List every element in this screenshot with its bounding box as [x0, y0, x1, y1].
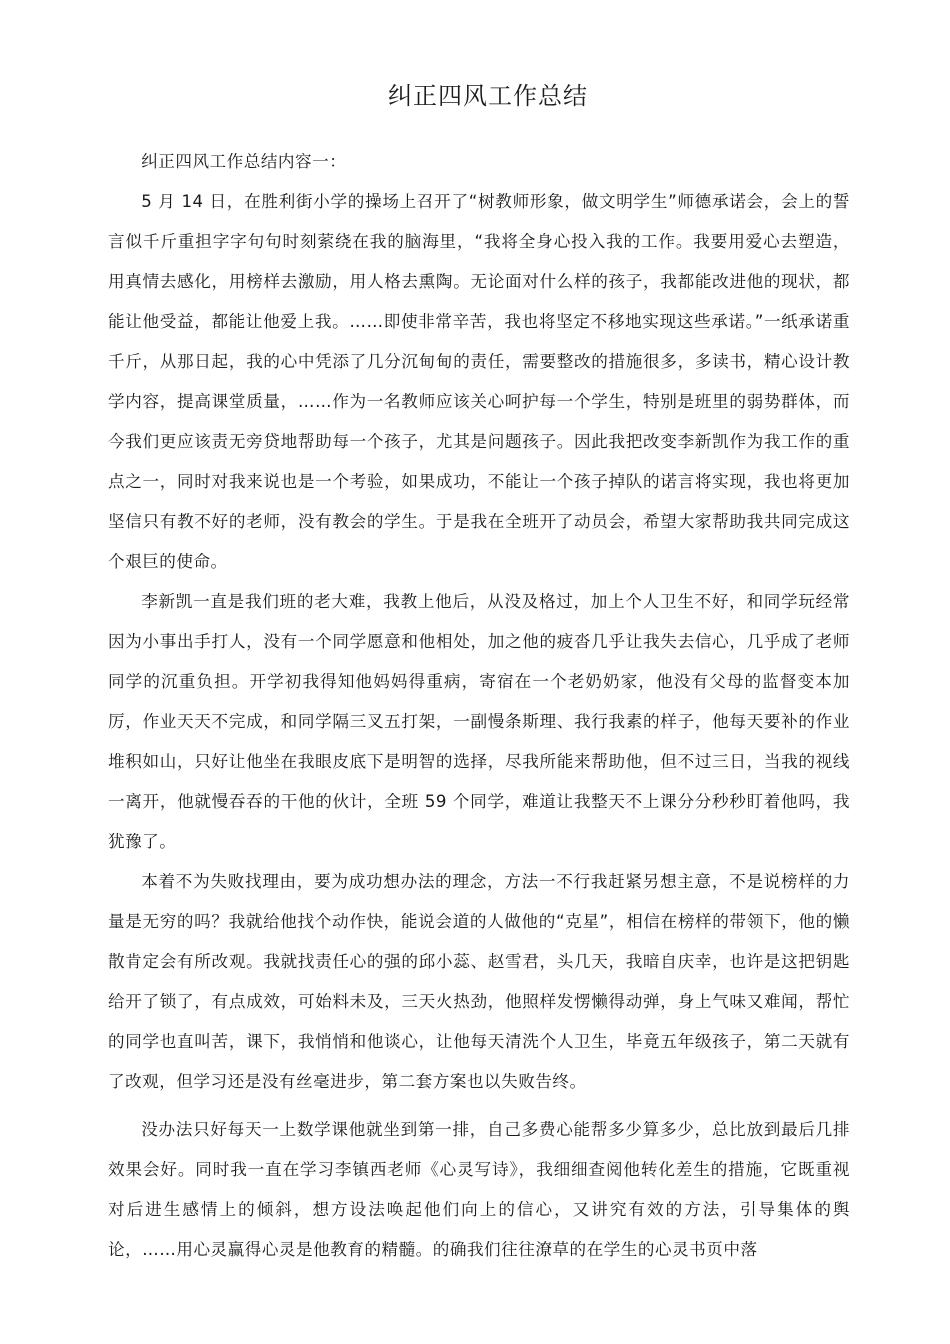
section-subheading: 纠正四风工作总结内容一：	[141, 152, 347, 171]
paragraph-4: 没办法只好每天一上数学课他就坐到第一排，自己多费心能帮多少算多少，总比放到最后几排效果会好。同时我一直在学习李镇西老师《心灵写诗》，我细细查阅他转化差生的措施，它既重视对后进生感情上的倾斜，想方设法唤起他们向上的信心，又讲究有效的方法，引导集体的舆论，……用心灵赢得心灵是他教育的精髓。的确我们往往潦草的在学生的心灵书页中落	[108, 1120, 850, 1259]
paragraph-1: 5 月 14 日，在胜利街小学的操场上召开了“树教师形象，做文明学生”师德承诺会，会上的誓言似千斤重担字字句句时刻萦绕在我的脑海里，“我将全身心投入我的工作。我要用爱心去塑造，用真情去感化，用榜样去激励，用人格去熏陶。无论面对什么样的孩子，我都能改进他的现状，都能让他受益，都能让他爱上我。……即使非常辛苦，我也将坚定不移地实现这些承诺。”一纸承诺重千斤，从那日起，我的心中凭添了几分沉甸甸的责任，需要整改的措施很多，多读书，精心设计教学内容，提高课堂质量，……作为一名教师应该关心呵护每一个学生，特别是班里的弱势群体，而今我们更应该责无旁贷地帮助每一个孩子，尤其是问题孩子。因此我把改变李新凯作为我工作的重点之一，同时对我来说也是一个考验，如果成功，不能让一个孩子掉队的诺言将实现，我也将更加坚信只有教不好的老师，没有教会的学生。于是我在全班开了动员会，希望大家帮助我共同完成这个艰巨的使命。	[108, 192, 850, 571]
paragraph-2: 李新凯一直是我们班的老大难，我教上他后，从没及格过，加上个人卫生不好，和同学玩经常因为小事出手打人，没有一个同学愿意和他相处，加之他的疲沓几乎让我失去信心，几乎成了老师同学的沉重负担。开学初我得知他妈妈得重病，寄宿在一个老奶奶家，他没有父母的监督变本加厉，作业天天不完成，和同学隔三叉五打架，一副慢条斯理、我行我素的样子，他每天要补的作业堆积如山，只好让他坐在我眼皮底下是明智的选择，尽我所能来帮助他，但不过三日，当我的视线一离开，他就慢吞吞的干他的伙计，全班 59 个同学，难道让我整天不上课分分秒秒盯着他吗，我犹豫了。	[108, 592, 850, 851]
paragraph-3: 本着不为失败找理由，要为成功想办法的理念，方法一不行我赶紧另想主意，不是说榜样的力量是无穷的吗？我就给他找个动作快，能说会道的人做他的“克星”，相信在榜样的带领下，他的懒散肯定会有所改观。我就找责任心的强的邱小蕊、赵雪君，头几天，我暗自庆幸，也许是这把钥匙给开了锁了，有点成效，可始料未及，三天火热劲，他照样发愣懒得动弹，身上气味又难闻，帮忙的同学也直叫苦，课下，我悄悄和他谈心，让他每天清洗个人卫生，毕竟五年级孩子，第二天就有了改观，但学习还是没有丝毫进步，第二套方案也以失败告终。	[108, 872, 850, 1091]
document-title: 纠正四风工作总结	[388, 82, 588, 110]
